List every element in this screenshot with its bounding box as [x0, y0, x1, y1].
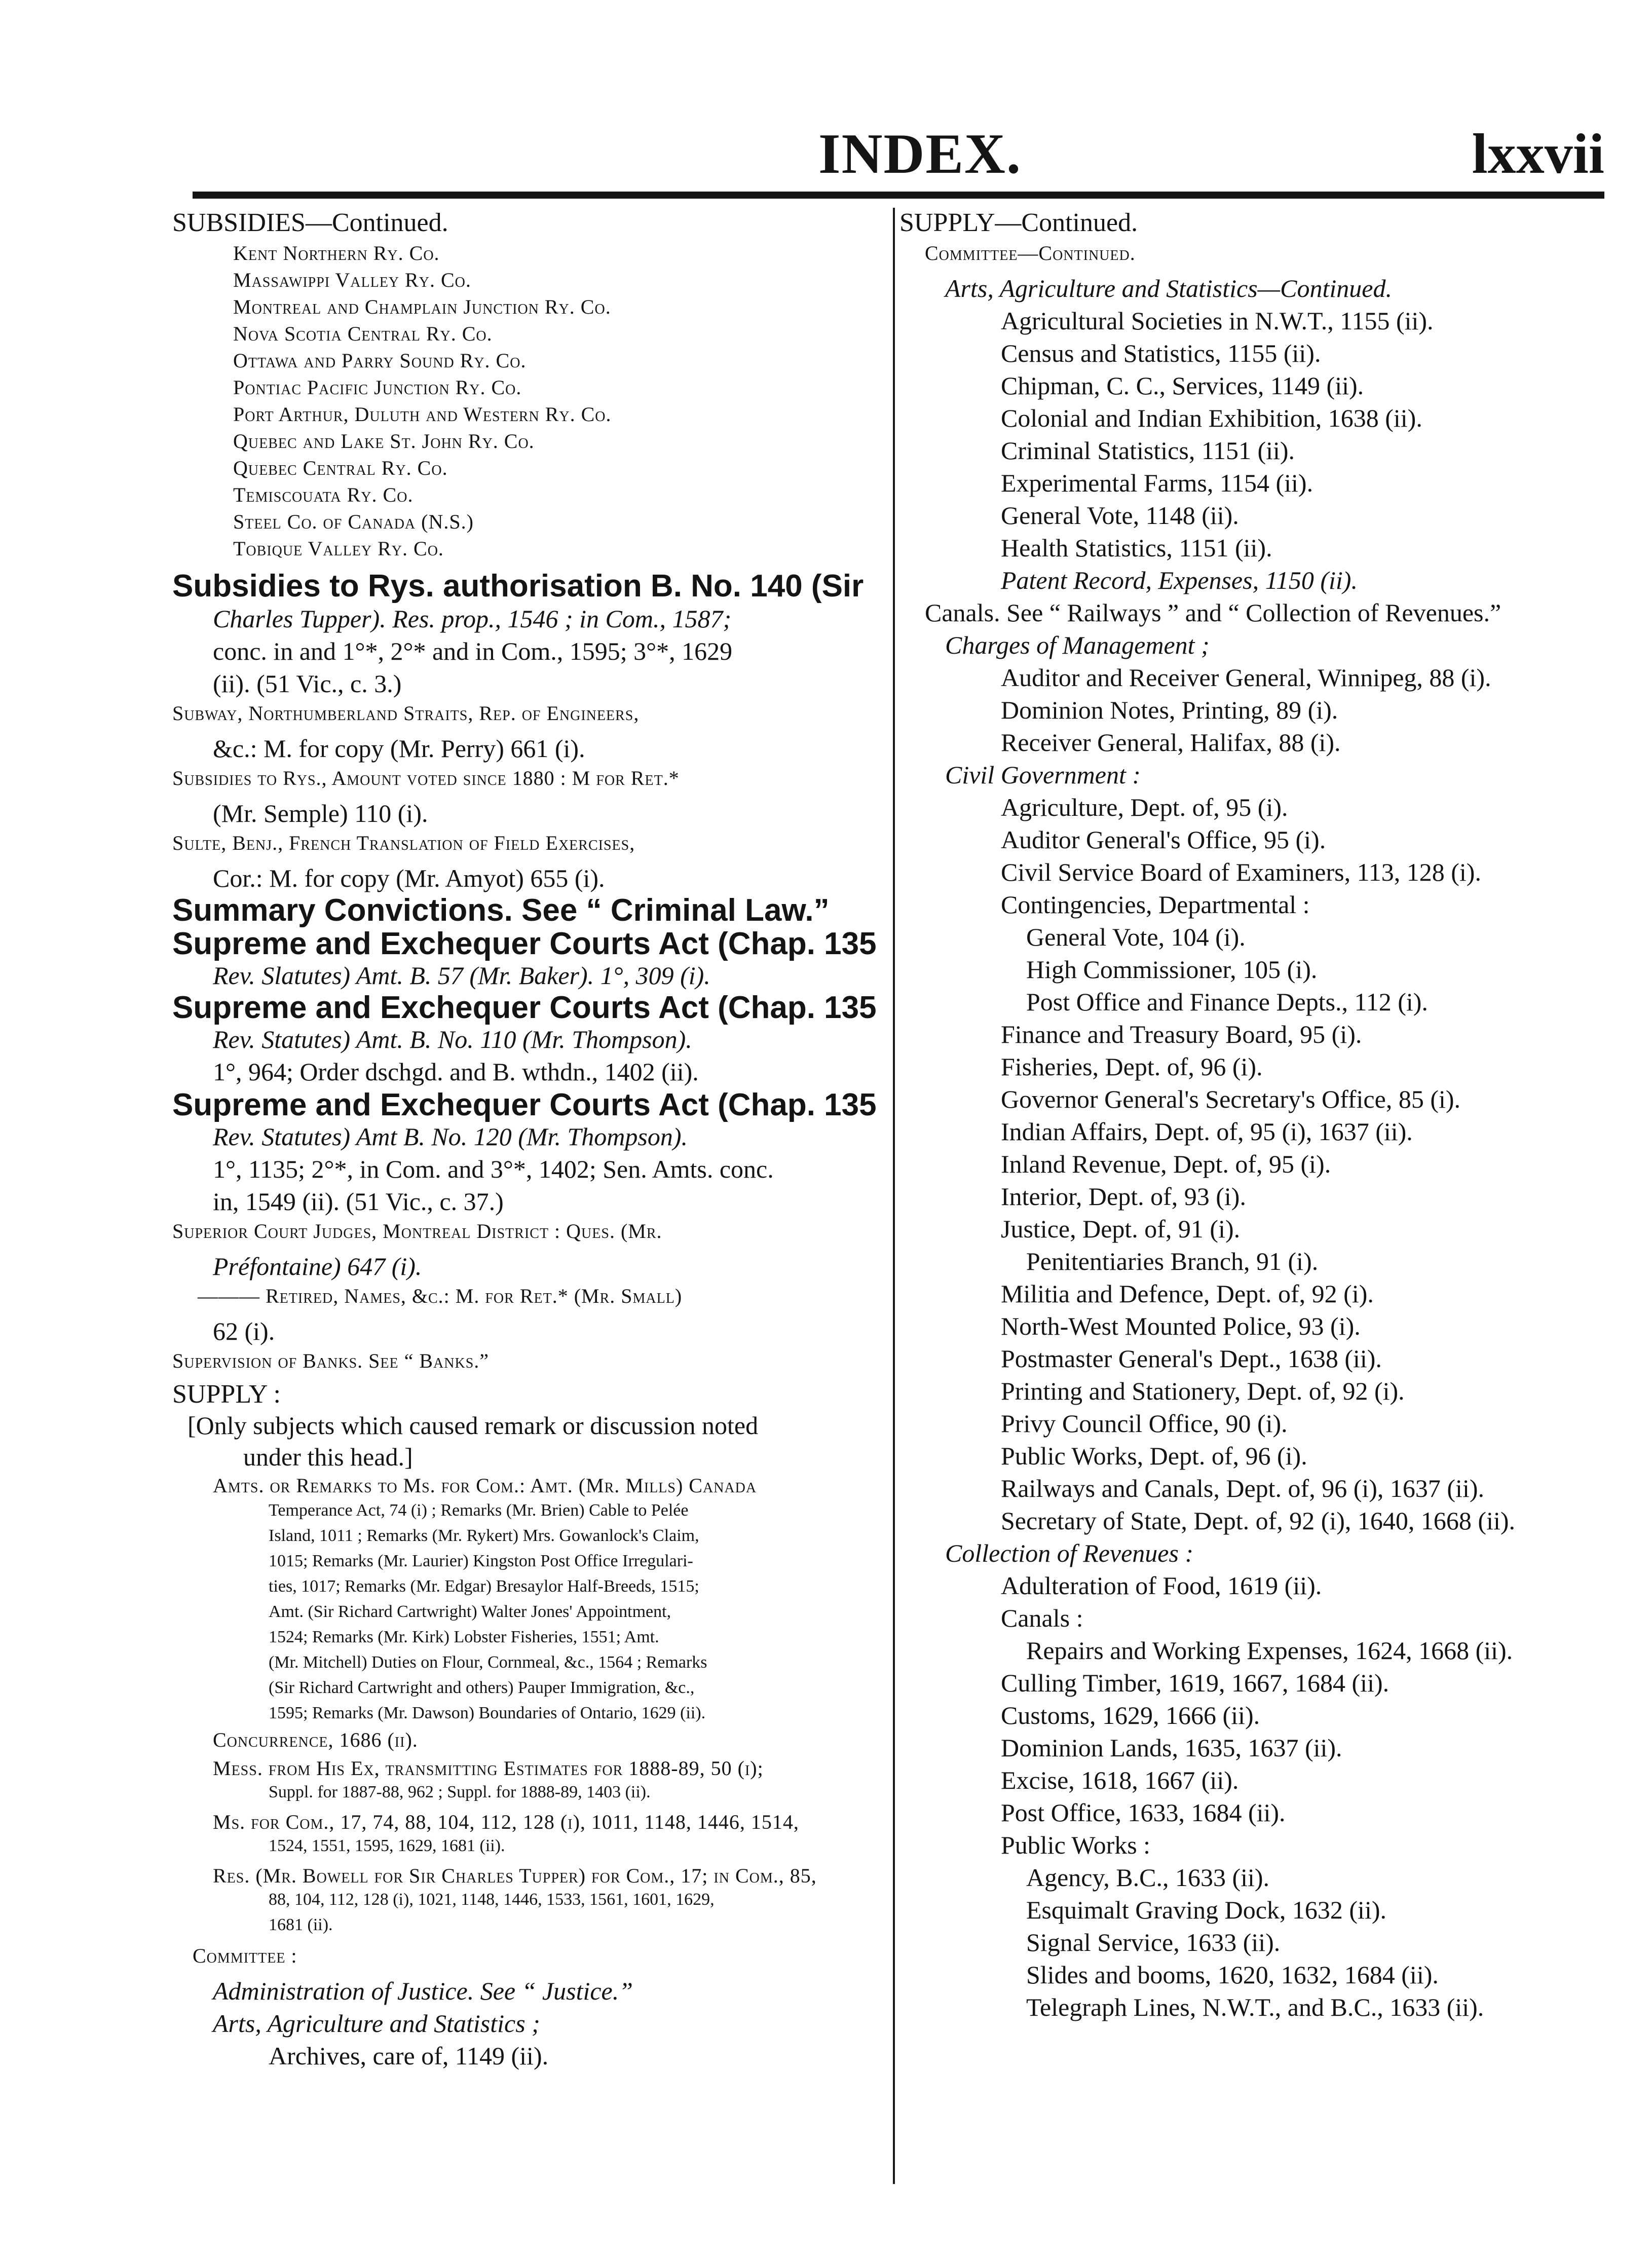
- index-entry: Superior Court Judges, Montreal District : Ques. (Mr.: [172, 1220, 662, 1243]
- index-entry: Census and Statistics, 1155 (ii).: [1001, 339, 1321, 367]
- index-entry: Colonial and Indian Exhibition, 1638 (ii).: [1001, 404, 1422, 432]
- index-entry: [Only subjects which caused remark or discussion noted: [187, 1411, 759, 1440]
- index-entry: SUBSIDIES—Continued.: [172, 208, 448, 237]
- index-entry: Patent Record, Expenses, 1150 (ii).: [1001, 566, 1358, 594]
- index-entry: Public Works :: [1001, 1831, 1151, 1859]
- page-number: lxxvii: [1472, 123, 1604, 185]
- index-entry: Slides and booms, 1620, 1632, 1684 (ii).: [1026, 1961, 1439, 1989]
- index-entry: Customs, 1629, 1666 (ii).: [1001, 1701, 1260, 1729]
- index-entry: (Mr. Semple) 110 (i).: [213, 799, 428, 827]
- index-entry: Canals. See “ Railways ” and “ Collection of Revenues.”: [925, 598, 1501, 627]
- index-entry: Préfontaine) 647 (i).: [213, 1252, 422, 1281]
- index-entry: Collection of Revenues :: [945, 1539, 1194, 1567]
- index-entry: Privy Council Office, 90 (i).: [1001, 1409, 1288, 1438]
- index-entry: 1°, 964; Order dschgd. and B. wthdn., 1402 (ii).: [213, 1058, 699, 1086]
- index-entry: 1681 (ii).: [269, 1915, 333, 1934]
- index-entry: Auditor and Receiver General, Winnipeg, 88 (i).: [1001, 663, 1491, 692]
- column-divider: [893, 208, 895, 2184]
- index-entry: Auditor General's Office, 95 (i).: [1001, 825, 1326, 854]
- index-entry: Rev. Statutes) Amt B. No. 120 (Mr. Thompson).: [213, 1122, 688, 1151]
- index-entry: Dominion Lands, 1635, 1637 (ii).: [1001, 1734, 1342, 1762]
- index-entry: Supervision of Banks. See “ Banks.”: [172, 1349, 490, 1372]
- index-entry: Criminal Statistics, 1151 (ii).: [1001, 436, 1295, 465]
- index-entry: SUPPLY :: [172, 1380, 281, 1409]
- index-entry: Subsidies to Rys., Amount voted since 1880 : M for Ret.*: [172, 767, 680, 789]
- index-entry: Arts, Agriculture and Statistics ;: [213, 2009, 540, 2038]
- index-entry: Ms. for Com., 17, 74, 88, 104, 112, 128 (i), 1011, 1148, 1446, 1514,: [213, 1811, 799, 1833]
- index-entry: SUPPLY—Continued.: [899, 208, 1138, 237]
- index-entry: Sulte, Benj., French Translation of Field Exercises,: [172, 832, 635, 854]
- index-entry: 62 (i).: [213, 1317, 275, 1345]
- index-entry: Supreme and Exchequer Courts Act (Chap. 135: [172, 1087, 877, 1122]
- index-entry: Contingencies, Departmental :: [1001, 890, 1310, 919]
- index-entry: Experimental Farms, 1154 (ii).: [1001, 469, 1313, 497]
- index-entry: Repairs and Working Expenses, 1624, 1668 (ii).: [1026, 1636, 1513, 1665]
- index-entry: Archives, care of, 1149 (ii).: [269, 2042, 549, 2070]
- index-entry: Amts. or Remarks to Ms. for Com.: Amt. (Mr. Mills) Canada: [213, 1474, 757, 1497]
- index-entry: 1524, 1551, 1595, 1629, 1681 (ii).: [269, 1836, 505, 1855]
- index-entry: Governor General's Secretary's Office, 85 (i).: [1001, 1085, 1461, 1113]
- index-entry: Indian Affairs, Dept. of, 95 (i), 1637 (ii).: [1001, 1117, 1413, 1146]
- index-entry: Culling Timber, 1619, 1667, 1684 (ii).: [1001, 1669, 1390, 1697]
- index-entry: Post Office and Finance Depts., 112 (i).: [1026, 988, 1428, 1016]
- index-entry: Steel Co. of Canada (N.S.): [233, 510, 474, 533]
- index-entry: (Sir Richard Cartwright and others) Pauper Immigration, &c.,: [269, 1678, 695, 1697]
- index-entry: Kent Northern Ry. Co.: [233, 242, 440, 265]
- index-entry: Civil Service Board of Examiners, 113, 128 (i).: [1001, 858, 1481, 886]
- index-entry: (Mr. Mitchell) Duties on Flour, Cornmeal, &c., 1564 ; Remarks: [269, 1653, 707, 1672]
- index-entry: Chipman, C. C., Services, 1149 (ii).: [1001, 371, 1364, 400]
- index-entry: Receiver General, Halifax, 88 (i).: [1001, 728, 1341, 757]
- index-entry: Subsidies to Rys. authorisation B. No. 140 (Sir: [172, 569, 864, 604]
- index-entry: Post Office, 1633, 1684 (ii).: [1001, 1798, 1286, 1827]
- index-entry: Committee—Continued.: [925, 242, 1136, 265]
- index-entry: 1015; Remarks (Mr. Laurier) Kingston Post Office Irregulari-: [269, 1552, 693, 1570]
- index-entry: Island, 1011 ; Remarks (Mr. Rykert) Mrs. Gowanlock's Claim,: [269, 1526, 699, 1545]
- index-entry: Committee :: [193, 1944, 297, 1967]
- index-entry: Arts, Agriculture and Statistics—Continued.: [945, 274, 1392, 303]
- index-entry: Massawippi Valley Ry. Co.: [233, 269, 471, 291]
- index-entry: 1°, 1135; 2°*, in Com. and 3°*, 1402; Sen. Amts. conc.: [213, 1155, 774, 1183]
- index-entry: Quebec and Lake St. John Ry. Co.: [233, 430, 535, 453]
- index-entry: Excise, 1618, 1667 (ii).: [1001, 1766, 1239, 1794]
- index-entry: Suppl. for 1887-88, 962 ; Suppl. for 1888-89, 1403 (ii).: [269, 1783, 651, 1801]
- index-entry: Printing and Stationery, Dept. of, 92 (i).: [1001, 1377, 1405, 1405]
- index-entry: Temperance Act, 74 (i) ; Remarks (Mr. Brien) Cable to Pelée: [269, 1501, 689, 1520]
- header-rule: [193, 192, 1604, 199]
- index-entry: in, 1549 (ii). (51 Vic., c. 37.): [213, 1187, 504, 1216]
- index-entry: 1524; Remarks (Mr. Kirk) Lobster Fisheries, 1551; Amt.: [269, 1628, 659, 1646]
- index-entry: High Commissioner, 105 (i).: [1026, 955, 1318, 984]
- index-entry: Montreal and Champlain Junction Ry. Co.: [233, 295, 611, 318]
- index-entry: Agriculture, Dept. of, 95 (i).: [1001, 793, 1288, 821]
- index-entry: Cor.: M. for copy (Mr. Amyot) 655 (i).: [213, 864, 605, 892]
- index-entry: Inland Revenue, Dept. of, 95 (i).: [1001, 1150, 1331, 1178]
- index-entry: Supreme and Exchequer Courts Act (Chap. 135: [172, 926, 877, 961]
- index-entry: Fisheries, Dept. of, 96 (i).: [1001, 1052, 1263, 1081]
- index-entry: General Vote, 104 (i).: [1026, 923, 1246, 951]
- index-entry: Dominion Notes, Printing, 89 (i).: [1001, 696, 1338, 724]
- index-entry: Ottawa and Parry Sound Ry. Co.: [233, 349, 527, 372]
- index-entry: Finance and Treasury Board, 95 (i).: [1001, 1020, 1362, 1048]
- index-entry: Health Statistics, 1151 (ii).: [1001, 534, 1272, 562]
- index-entry: Temiscouata Ry. Co.: [233, 483, 414, 506]
- index-entry: Penitentiaries Branch, 91 (i).: [1026, 1247, 1319, 1275]
- index-entry: North-West Mounted Police, 93 (i).: [1001, 1312, 1361, 1340]
- index-entry: Telegraph Lines, N.W.T., and B.C., 1633 (ii).: [1026, 1993, 1484, 2021]
- index-entry: Charges of Management ;: [945, 631, 1210, 659]
- index-entry: ——— Retired, Names, &c.: M. for Ret.* (Mr. Small): [198, 1285, 683, 1307]
- index-entry: Justice, Dept. of, 91 (i).: [1001, 1215, 1241, 1243]
- page-title: INDEX.: [818, 123, 1022, 185]
- index-entry: Concurrence, 1686 (ii).: [213, 1728, 418, 1751]
- index-entry: &c.: M. for copy (Mr. Perry) 661 (i).: [213, 734, 585, 763]
- index-entry: (ii). (51 Vic., c. 3.): [213, 669, 402, 698]
- index-entry: under this head.]: [243, 1443, 413, 1471]
- index-entry: Adulteration of Food, 1619 (ii).: [1001, 1571, 1322, 1600]
- index-entry: Signal Service, 1633 (ii).: [1026, 1928, 1281, 1956]
- index-entry: Railways and Canals, Dept. of, 96 (i), 1637 (ii).: [1001, 1474, 1484, 1502]
- index-entry: Public Works, Dept. of, 96 (i).: [1001, 1442, 1307, 1470]
- index-entry: Quebec Central Ry. Co.: [233, 457, 448, 479]
- index-entry: Charles Tupper). Res. prop., 1546 ; in Com., 1587;: [213, 605, 732, 633]
- index-entry: Res. (Mr. Bowell for Sir Charles Tupper) for Com., 17; in Com., 85,: [213, 1864, 817, 1887]
- index-entry: Civil Government :: [945, 761, 1141, 789]
- index-entry: Port Arthur, Duluth and Western Ry. Co.: [233, 403, 612, 426]
- index-entry: Rev. Statutes) Amt. B. No. 110 (Mr. Thompson).: [213, 1025, 692, 1053]
- index-entry: Postmaster General's Dept., 1638 (ii).: [1001, 1344, 1382, 1373]
- index-entry: conc. in and 1°*, 2°* and in Com., 1595; 3°*, 1629: [213, 637, 733, 665]
- index-entry: ties, 1017; Remarks (Mr. Edgar) Bresaylor Half-Breeds, 1515;: [269, 1577, 699, 1596]
- index-entry: Canals :: [1001, 1604, 1083, 1632]
- index-entry: 1595; Remarks (Mr. Dawson) Boundaries of Ontario, 1629 (ii).: [269, 1704, 706, 1722]
- index-entry: Secretary of State, Dept. of, 92 (i), 1640, 1668 (ii).: [1001, 1507, 1516, 1535]
- index-entry: 88, 104, 112, 128 (i), 1021, 1148, 1446, 1533, 1561, 1601, 1629,: [269, 1890, 715, 1909]
- index-entry: Amt. (Sir Richard Cartwright) Walter Jones' Appointment,: [269, 1602, 671, 1621]
- index-entry: Pontiac Pacific Junction Ry. Co.: [233, 376, 522, 399]
- index-entry: Nova Scotia Central Ry. Co.: [233, 322, 493, 345]
- index-entry: Mess. from His Ex, transmitting Estimates for 1888-89, 50 (i);: [213, 1757, 764, 1780]
- index-entry: Rev. Slatutes) Amt. B. 57 (Mr. Baker). 1°, 309 (i).: [213, 961, 710, 990]
- index-entry: Agricultural Societies in N.W.T., 1155 (ii).: [1001, 307, 1434, 335]
- index-entry: Militia and Defence, Dept. of, 92 (i).: [1001, 1279, 1374, 1308]
- index-entry: Interior, Dept. of, 93 (i).: [1001, 1182, 1246, 1211]
- index-entry: Subway, Northumberland Straits, Rep. of Engineers,: [172, 702, 640, 725]
- index-entry: Agency, B.C., 1633 (ii).: [1026, 1863, 1270, 1892]
- index-entry: Tobique Valley Ry. Co.: [233, 537, 444, 560]
- index-entry: General Vote, 1148 (ii).: [1001, 501, 1239, 530]
- index-entry: Esquimalt Graving Dock, 1632 (ii).: [1026, 1896, 1386, 1924]
- index-entry: Supreme and Exchequer Courts Act (Chap. 135: [172, 990, 877, 1025]
- index-entry: Summary Convictions. See “ Criminal Law.”: [172, 893, 830, 928]
- index-entry: Administration of Justice. See “ Justice.”: [213, 1977, 633, 2005]
